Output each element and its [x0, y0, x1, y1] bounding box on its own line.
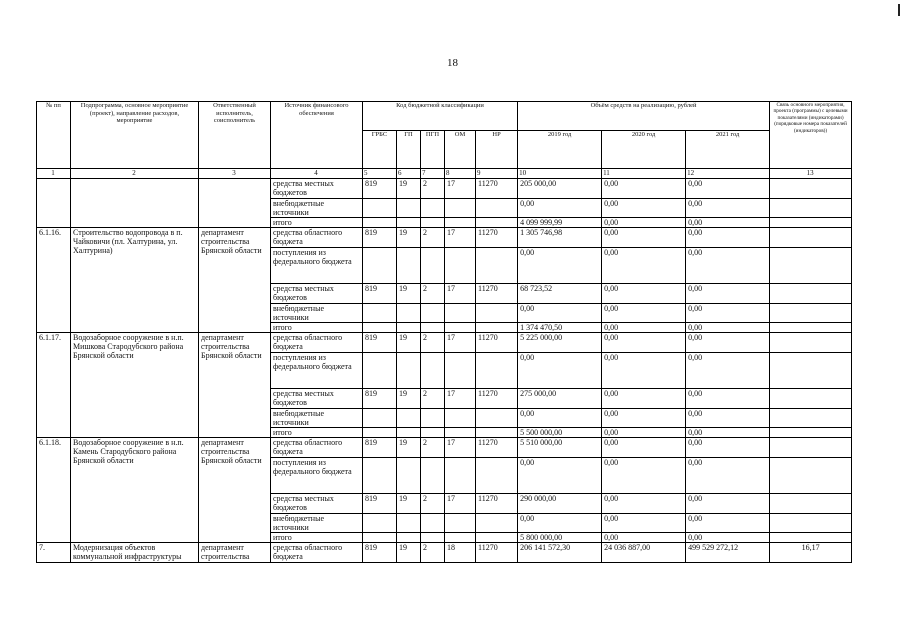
column-number: 1 — [37, 169, 71, 179]
gp-cell — [397, 409, 421, 428]
om-cell — [445, 353, 476, 389]
section-number: 6.1.16. — [37, 228, 71, 333]
amount-2021: 0,00 — [686, 199, 770, 218]
amount-2020: 0,00 — [602, 218, 686, 228]
amount-2021: 0,00 — [686, 353, 770, 389]
gp-cell: 19 — [397, 543, 421, 563]
grbs-cell — [363, 533, 397, 543]
gp-cell: 19 — [397, 438, 421, 458]
pgp-cell — [421, 248, 445, 284]
link-cell — [770, 494, 852, 514]
amount-2020: 0,00 — [602, 333, 686, 353]
column-number: 12 — [686, 169, 770, 179]
nr-cell — [476, 458, 518, 494]
pgp-cell: 2 — [421, 284, 445, 304]
amount-2021: 0,00 — [686, 248, 770, 284]
om-cell — [445, 199, 476, 218]
nr-cell: 11270 — [476, 389, 518, 409]
page-number: 18 — [447, 57, 458, 69]
source-cell: поступления из федерального бюджета — [271, 353, 363, 389]
section-name: Водозаборное сооружение в н.п. Камень Стародубского района Брянской области — [71, 438, 199, 543]
amount-2021: 0,00 — [686, 333, 770, 353]
amount-2021: 0,00 — [686, 218, 770, 228]
gp-cell — [397, 199, 421, 218]
amount-2020: 0,00 — [602, 304, 686, 323]
grbs-cell — [363, 199, 397, 218]
amount-2019: 205 000,00 — [518, 179, 602, 199]
column-number: 9 — [476, 169, 518, 179]
column-number: 3 — [199, 169, 271, 179]
pgp-cell: 2 — [421, 438, 445, 458]
pgp-cell — [421, 458, 445, 494]
source-cell: средства местных бюджетов — [271, 494, 363, 514]
link-cell — [770, 389, 852, 409]
pgp-cell — [421, 323, 445, 333]
amount-2021: 0,00 — [686, 458, 770, 494]
grbs-cell — [363, 514, 397, 533]
gp-cell — [397, 218, 421, 228]
amount-2020: 0,00 — [602, 428, 686, 438]
executor-cell — [199, 179, 271, 228]
grbs-cell — [363, 458, 397, 494]
nr-cell — [476, 199, 518, 218]
section-executor: департамент строительства — [199, 543, 271, 563]
section-number: 7. — [37, 543, 71, 563]
amount-2019: 5 225 000,00 — [518, 333, 602, 353]
amount-2020: 0,00 — [602, 353, 686, 389]
amount-2021: 0,00 — [686, 438, 770, 458]
grbs-cell: 819 — [363, 438, 397, 458]
nr-cell — [476, 248, 518, 284]
table-header — [37, 102, 852, 169]
source-cell: итого — [271, 428, 363, 438]
om-cell: 18 — [445, 543, 476, 563]
gp-cell: 19 — [397, 333, 421, 353]
header-num: № пп — [37, 102, 71, 169]
scan-edge-mark — [898, 4, 900, 16]
source-cell: поступления из федерального бюджета — [271, 248, 363, 284]
amount-2020: 0,00 — [602, 514, 686, 533]
pgp-cell — [421, 353, 445, 389]
source-cell: внебюджетные источники — [271, 304, 363, 323]
column-number: 13 — [770, 169, 852, 179]
om-cell: 17 — [445, 284, 476, 304]
link-cell — [770, 323, 852, 333]
table-body — [37, 169, 852, 563]
header-source: Источник финансового обеспечения — [271, 102, 363, 169]
header-kbk: Код бюджетной классификации — [363, 102, 518, 131]
header-link: Связь основного мероприятия, проекта (программы) с целевыми показателями (индикаторами) (порядковые номера показателей (индикаторов)) — [770, 102, 852, 169]
table-row — [37, 333, 852, 353]
nr-cell: 11270 — [476, 228, 518, 248]
header-grbs: ГРБС — [363, 131, 397, 169]
amount-2019: 0,00 — [518, 304, 602, 323]
om-cell: 17 — [445, 494, 476, 514]
link-cell — [770, 458, 852, 494]
amount-2019: 0,00 — [518, 409, 602, 428]
nr-cell: 11270 — [476, 543, 518, 563]
om-cell: 17 — [445, 389, 476, 409]
column-number: 10 — [518, 169, 602, 179]
pgp-cell — [421, 514, 445, 533]
source-cell: средства местных бюджетов — [271, 179, 363, 199]
nr-cell: 11270 — [476, 438, 518, 458]
amount-2020: 0,00 — [602, 284, 686, 304]
pgp-cell — [421, 199, 445, 218]
om-cell: 17 — [445, 228, 476, 248]
amount-2021: 0,00 — [686, 409, 770, 428]
grbs-cell — [363, 218, 397, 228]
amount-2020: 0,00 — [602, 228, 686, 248]
amount-2021: 0,00 — [686, 389, 770, 409]
pgp-cell — [421, 428, 445, 438]
amount-2019: 0,00 — [518, 458, 602, 494]
om-cell — [445, 323, 476, 333]
om-cell — [445, 248, 476, 284]
nr-cell — [476, 353, 518, 389]
source-cell: поступления из федерального бюджета — [271, 458, 363, 494]
amount-2019: 0,00 — [518, 248, 602, 284]
link-cell — [770, 438, 852, 458]
budget-table — [36, 101, 852, 563]
section-number: 6.1.17. — [37, 333, 71, 438]
amount-2020: 0,00 — [602, 323, 686, 333]
link-cell — [770, 179, 852, 199]
column-number: 11 — [602, 169, 686, 179]
column-number: 2 — [71, 169, 199, 179]
gp-cell: 19 — [397, 494, 421, 514]
om-cell — [445, 514, 476, 533]
amount-2020: 0,00 — [602, 494, 686, 514]
link-cell — [770, 248, 852, 284]
link-value: 16,17 — [770, 543, 852, 563]
amount-2021: 0,00 — [686, 494, 770, 514]
amount-2020: 0,00 — [602, 458, 686, 494]
link-cell — [770, 333, 852, 353]
amount-2019: 1 374 470,50 — [518, 323, 602, 333]
source-cell: итого — [271, 533, 363, 543]
nr-cell: 11270 — [476, 179, 518, 199]
om-cell — [445, 409, 476, 428]
gp-cell — [397, 323, 421, 333]
grbs-cell: 819 — [363, 228, 397, 248]
amount-2021: 0,00 — [686, 228, 770, 248]
gp-cell — [397, 248, 421, 284]
om-cell — [445, 428, 476, 438]
column-number: 4 — [271, 169, 363, 179]
column-number: 6 — [397, 169, 421, 179]
amount-2019: 275 000,00 — [518, 389, 602, 409]
header-year-2020: 2020 год — [602, 131, 686, 169]
pgp-cell — [421, 304, 445, 323]
source-cell: внебюджетные источники — [271, 409, 363, 428]
pgp-cell — [421, 409, 445, 428]
amount-2021: 0,00 — [686, 533, 770, 543]
grbs-cell: 819 — [363, 543, 397, 563]
link-cell — [770, 228, 852, 248]
grbs-cell — [363, 353, 397, 389]
amount-2019: 5 510 000,00 — [518, 438, 602, 458]
pgp-cell: 2 — [421, 179, 445, 199]
amount-2019: 5 500 000,00 — [518, 428, 602, 438]
amount-2020: 0,00 — [602, 409, 686, 428]
nr-cell: 11270 — [476, 284, 518, 304]
amount-2020: 0,00 — [602, 179, 686, 199]
column-number: 8 — [445, 169, 476, 179]
source-cell: средства областного бюджета — [271, 438, 363, 458]
gp-cell — [397, 304, 421, 323]
amount-2019: 0,00 — [518, 353, 602, 389]
header-program: Подпрограмма, основное мероприятие (проект), направление расходов, мероприятие — [71, 102, 199, 169]
amount-2021: 0,00 — [686, 284, 770, 304]
header-gp: ГП — [397, 131, 421, 169]
source-cell: внебюджетные источники — [271, 514, 363, 533]
gp-cell: 19 — [397, 228, 421, 248]
source-cell: итого — [271, 218, 363, 228]
column-number: 7 — [421, 169, 445, 179]
column-number: 5 — [363, 169, 397, 179]
link-cell — [770, 409, 852, 428]
nr-cell — [476, 218, 518, 228]
source-cell: итого — [271, 323, 363, 333]
pgp-cell: 2 — [421, 543, 445, 563]
om-cell: 17 — [445, 179, 476, 199]
grbs-cell — [363, 409, 397, 428]
amount-2019: 0,00 — [518, 199, 602, 218]
pgp-cell: 2 — [421, 494, 445, 514]
header-om: ОМ — [445, 131, 476, 169]
grbs-cell: 819 — [363, 389, 397, 409]
gp-cell — [397, 533, 421, 543]
link-cell — [770, 514, 852, 533]
source-cell: средства местных бюджетов — [271, 284, 363, 304]
header-nr: НР — [476, 131, 518, 169]
gp-cell: 19 — [397, 284, 421, 304]
link-cell — [770, 533, 852, 543]
nr-cell — [476, 533, 518, 543]
amount-2020: 0,00 — [602, 389, 686, 409]
num-cell — [37, 179, 71, 228]
amount-2019: 4 099 999,99 — [518, 218, 602, 228]
amount-2019: 206 141 572,30 — [518, 543, 602, 563]
grbs-cell — [363, 248, 397, 284]
gp-cell — [397, 353, 421, 389]
grbs-cell: 819 — [363, 179, 397, 199]
section-name: Строительство водопровода в п. Чайковичи (пл. Халтурина, ул. Халтурина) — [71, 228, 199, 333]
grbs-cell: 819 — [363, 494, 397, 514]
grbs-cell: 819 — [363, 333, 397, 353]
amount-2020: 24 036 887,00 — [602, 543, 686, 563]
link-cell — [770, 428, 852, 438]
link-cell — [770, 284, 852, 304]
gp-cell — [397, 514, 421, 533]
header-volume: Объём средств на реализацию, рублей — [518, 102, 770, 131]
source-cell: средства областного бюджета — [271, 333, 363, 353]
nr-cell — [476, 304, 518, 323]
grbs-cell: 819 — [363, 284, 397, 304]
pgp-cell: 2 — [421, 333, 445, 353]
grbs-cell — [363, 428, 397, 438]
link-cell — [770, 199, 852, 218]
om-cell: 17 — [445, 333, 476, 353]
header-year-2019: 2019 год — [518, 131, 602, 169]
nr-cell — [476, 323, 518, 333]
table-row — [37, 438, 852, 458]
amount-2021: 0,00 — [686, 304, 770, 323]
section-name: Водозаборное сооружение в н.п. Мишкова Стародубского района Брянской области — [71, 333, 199, 438]
om-cell — [445, 304, 476, 323]
amount-2021: 0,00 — [686, 428, 770, 438]
amount-2021: 0,00 — [686, 514, 770, 533]
section-name: Модернизация объектов коммунальной инфраструктуры — [71, 543, 199, 563]
gp-cell — [397, 458, 421, 494]
nr-cell: 11270 — [476, 494, 518, 514]
section-executor: департамент строительства Брянской области — [199, 333, 271, 438]
amount-2019: 0,00 — [518, 514, 602, 533]
table-row — [37, 543, 852, 563]
source-cell: средства областного бюджета — [271, 228, 363, 248]
grbs-cell — [363, 323, 397, 333]
om-cell — [445, 533, 476, 543]
amount-2019: 5 800 000,00 — [518, 533, 602, 543]
pgp-cell: 2 — [421, 228, 445, 248]
header-pgp: ПГП — [421, 131, 445, 169]
header-executor: Ответственный исполнитель, соисполнитель — [199, 102, 271, 169]
amount-2019: 290 000,00 — [518, 494, 602, 514]
pgp-cell — [421, 533, 445, 543]
column-number-row — [37, 169, 852, 179]
amount-2020: 0,00 — [602, 248, 686, 284]
nr-cell: 11270 — [476, 333, 518, 353]
pgp-cell — [421, 218, 445, 228]
nr-cell — [476, 514, 518, 533]
link-cell — [770, 218, 852, 228]
om-cell — [445, 218, 476, 228]
nr-cell — [476, 428, 518, 438]
amount-2020: 0,00 — [602, 438, 686, 458]
section-number: 6.1.18. — [37, 438, 71, 543]
pgp-cell: 2 — [421, 389, 445, 409]
gp-cell — [397, 428, 421, 438]
source-cell: внебюджетные источники — [271, 199, 363, 218]
link-cell — [770, 304, 852, 323]
amount-2020: 0,00 — [602, 199, 686, 218]
amount-2021: 0,00 — [686, 179, 770, 199]
amount-2019: 1 305 746,98 — [518, 228, 602, 248]
header-year-2021: 2021 год — [686, 131, 770, 169]
program-cell — [71, 179, 199, 228]
section-executor: департамент строительства Брянской области — [199, 438, 271, 543]
gp-cell: 19 — [397, 389, 421, 409]
amount-2019: 68 723,52 — [518, 284, 602, 304]
amount-2021: 499 529 272,12 — [686, 543, 770, 563]
section-executor: департамент строительства Брянской области — [199, 228, 271, 333]
table-row — [37, 179, 852, 199]
source-cell: средства областного бюджета — [271, 543, 363, 563]
source-cell: средства местных бюджетов — [271, 389, 363, 409]
link-cell — [770, 353, 852, 389]
table-row — [37, 228, 852, 248]
amount-2020: 0,00 — [602, 533, 686, 543]
amount-2021: 0,00 — [686, 323, 770, 333]
grbs-cell — [363, 304, 397, 323]
om-cell — [445, 458, 476, 494]
nr-cell — [476, 409, 518, 428]
gp-cell: 19 — [397, 179, 421, 199]
om-cell: 17 — [445, 438, 476, 458]
